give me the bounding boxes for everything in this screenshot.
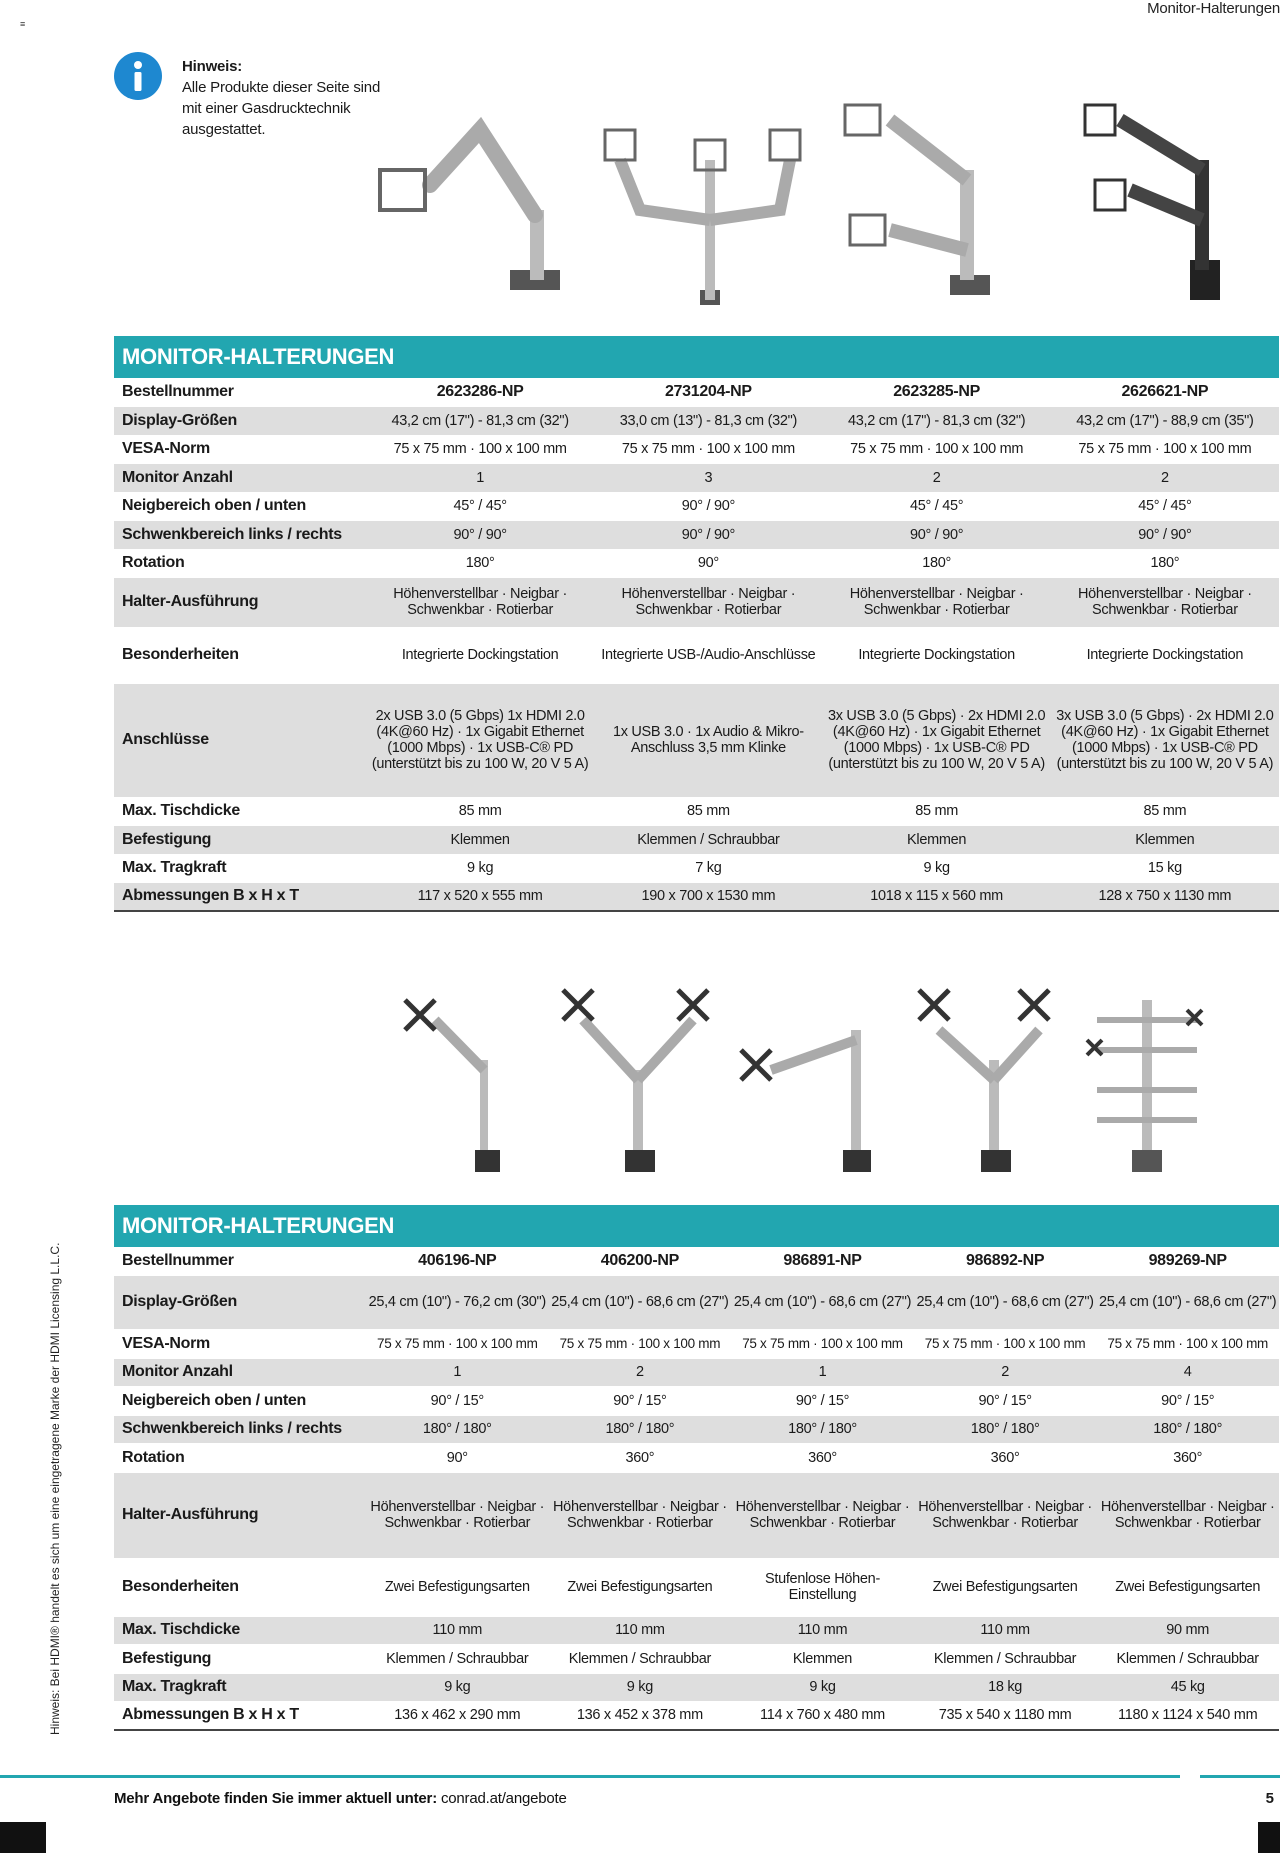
table-cell: 190 x 700 x 1530 mm xyxy=(641,888,776,905)
table-row xyxy=(114,1443,1279,1472)
row-label: Befestigung xyxy=(122,830,212,848)
product-photos-top xyxy=(370,100,1280,310)
table-cell: 75 x 75 mm · 100 x 100 mm xyxy=(559,1336,721,1351)
table-cell: Integrierte Dockingstation xyxy=(401,647,559,663)
table-cell: 180° xyxy=(922,555,952,571)
table-cell: 2 xyxy=(1001,1364,1009,1380)
table-cell: Klemmen xyxy=(792,1650,853,1667)
hdmi-trademark-note: Hinweis: Bei HDMI® handelt es sich um eine eingetragene Marke der HDMI Licensing L.L.C. xyxy=(48,1242,62,1735)
table-cell: 9 kg xyxy=(626,1679,653,1695)
footer-divider xyxy=(0,1775,1180,1778)
table-row xyxy=(114,1673,1279,1701)
table-cell: Klemmen xyxy=(1135,831,1195,848)
table-row xyxy=(114,1644,1279,1673)
table-cell: Höhenverstellbar · Neigbar · Schwenkbar · Rotierbar xyxy=(1078,586,1252,618)
monitor-arm-image xyxy=(553,980,723,1180)
table-cell: 75 x 75 mm · 100 x 100 mm xyxy=(742,1336,903,1351)
table-cell: 15 kg xyxy=(1147,860,1182,876)
table-cell: 360° xyxy=(625,1449,655,1466)
table-row xyxy=(114,520,1279,549)
table-cell: 45 kg xyxy=(1170,1679,1205,1695)
order-number: 406200-NP xyxy=(600,1251,680,1269)
row-label: Anschlüsse xyxy=(122,731,209,748)
row-label: VESA-Norm xyxy=(122,1334,210,1352)
table-cell: 9 kg xyxy=(923,860,950,876)
table-row xyxy=(114,463,1279,492)
spec-table xyxy=(114,1247,1279,1731)
table-row xyxy=(114,1472,1279,1558)
table-cell: 180° xyxy=(465,555,495,571)
table-cell: Zwei Befestigungsarten xyxy=(1115,1579,1261,1595)
row-label: Neigbereich oben / unten xyxy=(122,1391,306,1409)
table-cell: 180° / 180° xyxy=(605,1421,675,1437)
table-cell: 90° xyxy=(446,1449,468,1466)
row-label: Besonderheiten xyxy=(122,1578,239,1595)
table-cell: 110 mm xyxy=(615,1622,665,1638)
table-cell: 735 x 540 x 1180 mm xyxy=(938,1707,1072,1724)
row-label: Abmessungen B x H x T xyxy=(122,1706,299,1724)
table-row xyxy=(114,577,1279,627)
monitor-arm-image xyxy=(395,980,545,1180)
table-cell: 85 mm xyxy=(458,803,502,819)
table-cell: Integrierte Dockingstation xyxy=(1086,647,1244,663)
table-cell: 90° xyxy=(697,555,719,571)
hint-heading: Hinweis: xyxy=(182,58,243,75)
row-label: Max. Tischdicke xyxy=(122,802,240,819)
table-cell: 18 kg xyxy=(988,1679,1023,1695)
table-cell: 75 x 75 mm · 100 x 100 mm xyxy=(393,441,567,457)
table-cell: Klemmen / Schraubbar xyxy=(637,831,780,848)
order-number: 986891-NP xyxy=(783,1251,862,1269)
row-label: Bestellnummer xyxy=(122,382,234,400)
row-label: Rotation xyxy=(122,1448,185,1466)
monitor-arm-image xyxy=(1077,980,1217,1180)
table-cell: 136 x 452 x 378 mm xyxy=(576,1707,703,1724)
table-cell: 1 xyxy=(476,469,484,486)
table-cell: 43,2 cm (17") - 81,3 cm (32") xyxy=(847,412,1026,429)
row-label: Bestellnummer xyxy=(122,1251,234,1269)
table-cell: Höhenverstellbar · Neigbar · Schwenkbar · Rotierbar xyxy=(849,586,1024,618)
table-cell: 75 x 75 mm · 100 x 100 mm xyxy=(621,441,795,457)
table-title: MONITOR-HALTERUNGEN xyxy=(114,336,1279,378)
table-cell: 180° / 180° xyxy=(970,1421,1040,1437)
table-title: MONITOR-HALTERUNGEN xyxy=(114,1205,1279,1247)
table-cell: Integrierte Dockingstation xyxy=(858,647,1015,663)
table-cell: 360° xyxy=(808,1449,837,1466)
row-label: Monitor Anzahl xyxy=(122,1363,233,1380)
hint-line: ausgestattet. xyxy=(182,121,266,138)
order-number: 989269-NP xyxy=(1148,1251,1227,1269)
table-row xyxy=(114,797,1279,825)
table-cell: Klemmen / Schraubbar xyxy=(568,1650,712,1667)
table-row xyxy=(114,1415,1279,1443)
table-cell: 1 xyxy=(453,1364,462,1380)
row-label: Abmessungen B x H x T xyxy=(122,887,299,905)
table-cell: 2 xyxy=(1160,469,1169,486)
info-icon xyxy=(114,52,162,100)
row-label: Halter-Ausführung xyxy=(122,1506,259,1523)
table-cell: Höhenverstellbar · Neigbar · Schwenkbar · Rotierbar xyxy=(393,586,567,618)
table-cell: 75 x 75 mm · 100 x 100 mm xyxy=(1107,1336,1268,1351)
table-cell: Integrierte USB-/Audio-Anschlüsse xyxy=(601,647,816,663)
table-cell: 110 mm xyxy=(432,1622,483,1638)
row-label: Schwenkbereich links / rechts xyxy=(122,1420,342,1437)
table-cell: 43,2 cm (17") - 88,9 cm (35") xyxy=(1076,412,1254,429)
order-number: 2731204-NP xyxy=(664,382,752,400)
table-cell: 90° / 90° xyxy=(910,526,964,543)
table-cell: 85 mm xyxy=(915,803,959,819)
row-label: Schwenkbereich links / rechts xyxy=(122,525,342,543)
table-cell: 110 mm xyxy=(980,1622,1030,1638)
table-cell: 3x USB 3.0 (5 Gbps) · 2x HDMI 2.0 (4K@60 Hz) · 1x Gigabit Ethernet (1000 Mbps) · 1x USB-C® PD (unterstützt bis zu 100 W, 20 V 5 A) xyxy=(1056,708,1274,772)
table-cell: 1180 x 1124 x 540 mm xyxy=(1118,1707,1258,1724)
table-row xyxy=(114,1616,1279,1644)
footer-link[interactable]: conrad.at/angebote xyxy=(440,1790,567,1807)
row-label: Rotation xyxy=(122,554,185,571)
table-row xyxy=(114,1558,1279,1616)
product-photos-bottom xyxy=(395,980,1217,1180)
table-row xyxy=(114,854,1279,882)
page-header-title: Monitor-Halterungen xyxy=(1147,0,1280,17)
table-cell: 45° / 45° xyxy=(453,498,507,514)
table-cell: Zwei Befestigungsarten xyxy=(932,1579,1078,1595)
table-cell: 1 xyxy=(818,1364,827,1380)
table-cell: 75 x 75 mm · 100 x 100 mm xyxy=(1078,441,1252,457)
monitor-arm-image xyxy=(370,100,590,310)
corner-block xyxy=(0,1822,46,1853)
table-row xyxy=(114,1329,1279,1358)
monitor-arm-image xyxy=(600,100,820,310)
hint-line: Alle Produkte dieser Seite sind xyxy=(182,79,381,96)
table-cell: 75 x 75 mm · 100 x 100 mm xyxy=(850,441,1024,457)
monitor-arm-image xyxy=(1060,100,1280,310)
table-row xyxy=(114,1701,1279,1730)
table-cell: 1018 x 115 x 560 mm xyxy=(870,888,1003,905)
table-cell: 90° / 15° xyxy=(430,1392,484,1409)
table-cell: 3x USB 3.0 (5 Gbps) · 2x HDMI 2.0 (4K@60 Hz) · 1x Gigabit Ethernet (1000 Mbps) · 1x USB-C® PD (unterstützt bis zu 100 W, 20 V 5 A) xyxy=(827,708,1046,772)
spec-table-1 xyxy=(114,336,1279,912)
table-cell: 2 xyxy=(636,1364,644,1380)
order-number: 986892-NP xyxy=(965,1251,1045,1269)
table-row xyxy=(114,1386,1279,1415)
table-cell: 90° / 90° xyxy=(1138,526,1192,543)
table-cell: 90° / 90° xyxy=(453,526,507,543)
monitor-arm-image xyxy=(731,980,901,1180)
table-cell: 90 mm xyxy=(1166,1622,1210,1638)
table-cell: 128 x 750 x 1130 mm xyxy=(1098,888,1232,905)
table-row xyxy=(114,882,1279,911)
footer-text xyxy=(114,1790,567,1807)
row-label: Befestigung xyxy=(122,1649,212,1667)
table-cell: 3 xyxy=(704,469,713,486)
row-label: Display-Größen xyxy=(122,411,237,429)
order-number: 2623286-NP xyxy=(436,382,524,400)
table-cell: 90° / 15° xyxy=(978,1392,1032,1409)
table-cell: 90° / 90° xyxy=(681,498,735,514)
table-cell: 75 x 75 mm · 100 x 100 mm xyxy=(924,1336,1086,1351)
table-cell: 117 x 520 x 555 mm xyxy=(417,888,543,905)
table-header-row xyxy=(114,1247,1279,1275)
table-row xyxy=(114,435,1279,463)
table-cell: 25,4 cm (10") - 68,6 cm (27") xyxy=(733,1294,912,1310)
table-cell: 90° / 15° xyxy=(1161,1392,1215,1409)
table-cell: 90° / 15° xyxy=(613,1392,667,1409)
table-cell: Zwei Befestigungsarten xyxy=(384,1579,530,1595)
table-cell: Klemmen / Schraubbar xyxy=(933,1650,1077,1667)
table-row xyxy=(114,1358,1279,1386)
table-cell: 45° / 45° xyxy=(1138,498,1192,514)
row-label: Monitor Anzahl xyxy=(122,468,233,486)
table-cell: 2 xyxy=(932,469,941,486)
order-number: 2626621-NP xyxy=(1121,382,1209,400)
row-label: Max. Tischdicke xyxy=(122,1621,240,1638)
hint-line: mit einer Gasdrucktechnik xyxy=(182,100,351,117)
table-cell: 75 x 75 mm · 100 x 100 mm xyxy=(377,1336,538,1351)
table-row xyxy=(114,627,1279,683)
page-number: 5 xyxy=(1265,1790,1274,1807)
table-cell: Klemmen xyxy=(450,831,510,848)
table-cell: 110 mm xyxy=(797,1622,848,1638)
table-cell: 180° / 180° xyxy=(422,1421,492,1437)
table-cell: 180° xyxy=(1150,555,1180,571)
row-label: Max. Tragkraft xyxy=(122,1678,227,1695)
table-cell: 4 xyxy=(1183,1364,1192,1380)
table-cell: 45° / 45° xyxy=(910,498,964,514)
table-cell: 114 x 760 x 480 mm xyxy=(760,1707,885,1724)
table-row xyxy=(114,1275,1279,1329)
table-cell: Zwei Befestigungsarten xyxy=(567,1579,713,1595)
table-cell: Höhenverstellbar · Neigbar · Schwenkbar · Rotierbar xyxy=(553,1499,727,1531)
corner-block xyxy=(1258,1822,1280,1853)
table-cell: 9 kg xyxy=(467,860,494,876)
spec-table xyxy=(114,378,1279,912)
table-cell: 85 mm xyxy=(686,803,730,819)
footer-bold-text: Mehr Angebote finden Sie immer aktuell unter: xyxy=(114,1790,437,1807)
row-label: Display-Größen xyxy=(122,1293,237,1310)
table-cell: 9 kg xyxy=(809,1679,836,1695)
table-cell: 360° xyxy=(1173,1449,1203,1466)
row-label: Halter-Ausführung xyxy=(122,593,259,610)
table-cell: 7 kg xyxy=(695,860,722,876)
table-cell: 180° / 180° xyxy=(788,1421,857,1437)
monitor-arm-image xyxy=(830,100,1050,310)
order-number: 2623285-NP xyxy=(893,382,981,400)
table-cell: 25,4 cm (10") - 76,2 cm (30") xyxy=(368,1294,546,1310)
table-cell: Höhenverstellbar · Neigbar · Schwenkbar · Rotierbar xyxy=(621,586,796,618)
row-label: VESA-Norm xyxy=(122,440,210,457)
table-cell: Klemmen / Schraubbar xyxy=(1116,1650,1259,1667)
table-row xyxy=(114,492,1279,520)
corner-mark: ≡ xyxy=(20,19,26,29)
table-cell: 90° / 90° xyxy=(681,526,735,543)
table-cell: 360° xyxy=(990,1449,1020,1466)
table-cell: 9 kg xyxy=(444,1679,471,1695)
spec-table-2 xyxy=(114,1205,1279,1731)
table-cell: 1x USB 3.0 · 1x Audio & Mikro-Anschluss 3,5 mm Klinke xyxy=(612,724,804,756)
row-label: Max. Tragkraft xyxy=(122,859,227,876)
footer-divider xyxy=(1200,1775,1280,1778)
table-cell: 25,4 cm (10") - 68,6 cm (27") xyxy=(551,1294,729,1310)
row-label: Neigbereich oben / unten xyxy=(122,497,306,514)
table-row xyxy=(114,406,1279,435)
order-number: 406196-NP xyxy=(418,1251,497,1269)
monitor-arm-image xyxy=(909,980,1069,1180)
table-header-row xyxy=(114,378,1279,406)
table-row xyxy=(114,825,1279,854)
table-cell: 25,4 cm (10") - 68,6 cm (27") xyxy=(1099,1294,1277,1310)
table-cell: 180° / 180° xyxy=(1153,1421,1223,1437)
table-row xyxy=(114,549,1279,577)
table-cell: Klemmen xyxy=(907,831,967,848)
table-cell: 2x USB 3.0 (5 Gbps) 1x HDMI 2.0 (4K@60 Hz) · 1x Gigabit Ethernet (1000 Mbps) · 1x USB-C® PD (unterstützt bis zu 100 W, 20 V 5 A) xyxy=(371,708,589,772)
table-cell: Höhenverstellbar · Neigbar · Schwenkbar · Rotierbar xyxy=(735,1499,910,1531)
table-cell: Stufenlose Höhen-Einstellung xyxy=(764,1571,880,1603)
table-cell: 43,2 cm (17") - 81,3 cm (32") xyxy=(391,412,569,429)
table-cell: 85 mm xyxy=(1143,803,1187,819)
table-cell: 90° / 15° xyxy=(795,1392,850,1409)
table-cell: Höhenverstellbar · Neigbar · Schwenkbar · Rotierbar xyxy=(918,1499,1092,1531)
table-cell: Höhenverstellbar · Neigbar · Schwenkbar · Rotierbar xyxy=(1100,1499,1275,1531)
table-cell: Höhenverstellbar · Neigbar · Schwenkbar · Rotierbar xyxy=(370,1499,545,1531)
table-row xyxy=(114,683,1279,797)
table-cell: 25,4 cm (10") - 68,6 cm (27") xyxy=(916,1294,1094,1310)
table-cell: Klemmen / Schraubbar xyxy=(386,1650,529,1667)
row-label: Besonderheiten xyxy=(122,646,239,663)
table-cell: 33,0 cm (13") - 81,3 cm (32") xyxy=(619,412,798,429)
table-cell: 136 x 462 x 290 mm xyxy=(394,1707,521,1724)
